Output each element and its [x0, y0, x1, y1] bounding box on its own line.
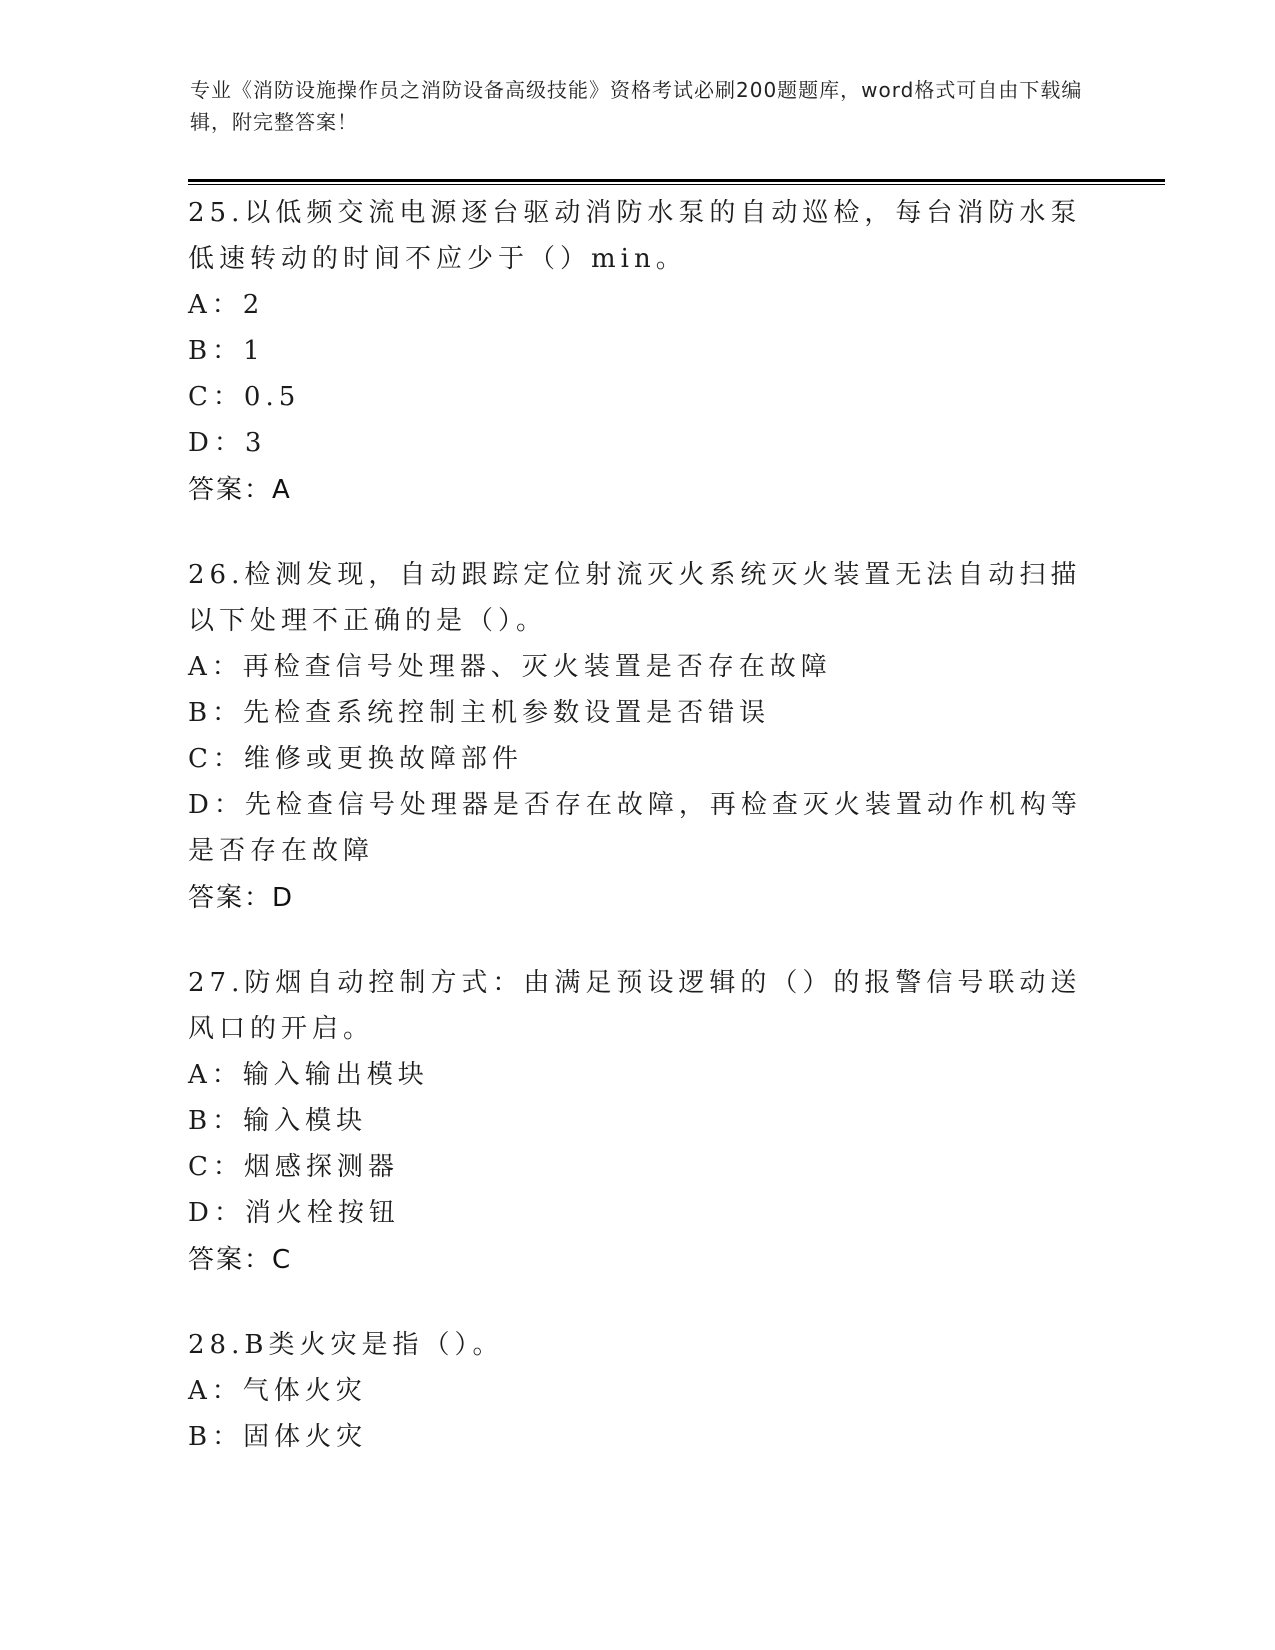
option-key: D： [188, 790, 245, 820]
option-d [188, 1190, 1088, 1236]
question-25 [188, 190, 1088, 512]
option-key: A： [188, 290, 243, 320]
option-a [188, 1368, 1088, 1414]
option-key: C： [188, 744, 244, 774]
option-key: C： [188, 1152, 244, 1182]
option-key: B： [188, 1422, 244, 1452]
question-text: 28.B类火灾是指（）。 [188, 1330, 504, 1360]
option-text: 先检查系统控制主机参数设置是否错误 [243, 698, 771, 728]
option-a [188, 282, 1088, 328]
option-text: 1 [243, 336, 265, 366]
option-text: 2 [242, 290, 265, 320]
option-text: 输入输出模块 [242, 1060, 429, 1090]
question-text: 27.防烟自动控制方式：由满足预设逻辑的（）的报警信号联动送风口的开启。 [188, 968, 1082, 1044]
question-text: 26.检测发现，自动跟踪定位射流灭火系统灭火装置无法自动扫描以下处理不正确的是（）。 [188, 560, 1082, 636]
header-rule-thin [188, 184, 1165, 185]
option-text: 3 [244, 428, 267, 458]
option-text: 0.5 [243, 382, 301, 412]
option-c [188, 1144, 1088, 1190]
option-text: 再检查信号处理器、灭火装置是否存在故障 [242, 652, 832, 682]
option-c [188, 736, 1088, 782]
answer-line: 答案：A [188, 475, 292, 505]
option-key: A： [188, 652, 243, 682]
answer-line: 答案：C [188, 1245, 293, 1275]
question-list [188, 190, 1088, 1500]
option-b [188, 690, 1088, 736]
question-28 [188, 1322, 1088, 1460]
option-d [188, 782, 1088, 874]
header-rule-thick [188, 179, 1165, 182]
option-text: 输入模块 [243, 1106, 368, 1136]
option-text: 烟感探测器 [243, 1152, 399, 1182]
question-27 [188, 960, 1088, 1282]
question-text: 25.以低频交流电源逐台驱动消防水泵的自动巡检，每台消防水泵低速转动的时间不应少于（）min。 [188, 198, 1082, 274]
answer-line: 答案：D [188, 883, 295, 913]
option-text: 消火栓按钮 [244, 1198, 400, 1228]
option-text: 固体火灾 [243, 1422, 368, 1452]
option-key: B： [188, 1106, 244, 1136]
option-a [188, 644, 1088, 690]
option-key: D： [188, 428, 245, 458]
option-d [188, 420, 1088, 466]
option-b [188, 328, 1088, 374]
option-key: A： [188, 1060, 243, 1090]
option-text: 先检查信号处理器是否存在故障，再检查灭火装置动作机构等是否存在故障 [188, 790, 1082, 866]
option-c [188, 374, 1088, 420]
document-header: 专业《消防设施操作员之消防设备高级技能》资格考试必刷200题题库，word格式可自由下载编辑，附完整答案！ [190, 78, 1083, 134]
option-b [188, 1414, 1088, 1460]
question-26 [188, 552, 1088, 920]
option-text: 气体火灾 [242, 1376, 367, 1406]
option-key: B： [188, 698, 244, 728]
option-key: D： [188, 1198, 245, 1228]
option-key: A： [188, 1376, 243, 1406]
option-key: B： [188, 336, 244, 366]
option-a [188, 1052, 1088, 1098]
option-text: 维修或更换故障部件 [243, 744, 523, 774]
option-key: C： [188, 382, 244, 412]
option-b [188, 1098, 1088, 1144]
